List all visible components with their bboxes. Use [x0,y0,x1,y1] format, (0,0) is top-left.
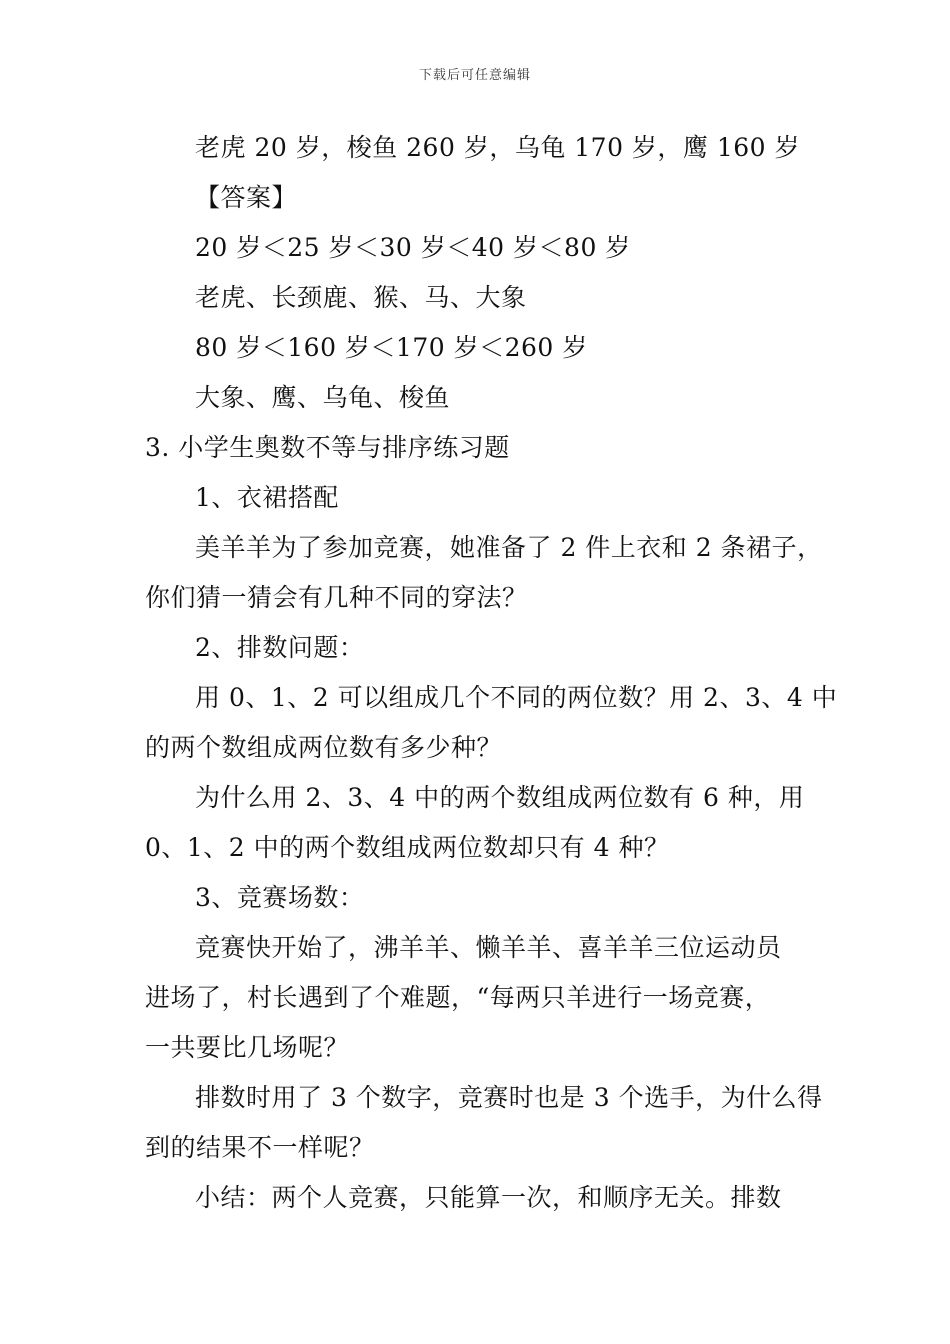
paragraph-why-line-1: 为什么用 2、3、4 中的两个数组成两位数有 6 种，用 [195,783,805,812]
text-line-ages-order-1: 20 岁＜25 岁＜30 岁＜40 岁＜80 岁 [195,233,631,262]
paragraph-compare-line-2: 到的结果不一样呢？ [145,1133,375,1162]
paragraph-why-line-2: 0、1、2 中的两个数组成两位数却只有 4 种？ [145,833,670,862]
answer-heading: 【答案】 [195,183,298,212]
paragraph-outfit-line-2: 你们猜一猜会有几种不同的穿法？ [145,583,528,612]
paragraph-matches-line-3: 一共要比几场呢？ [145,1033,350,1062]
page-header-note: 下载后可任意编辑 [418,68,531,83]
subheading-numbers: 2、排数问题： [195,633,365,662]
paragraph-numbers-line-2: 的两个数组成两位数有多少种？ [145,733,503,762]
paragraph-summary-line-1: 小结：两个人竞赛，只能算一次，和顺序无关。排数 [195,1183,782,1212]
text-line-animals-order-2: 大象、鹰、乌龟、梭鱼 [195,383,451,412]
paragraph-compare-line-1: 排数时用了 3 个数字，竞赛时也是 3 个选手，为什么得 [195,1083,823,1112]
paragraph-matches-line-2: 进场了，村长遇到了个难题，“每两只羊进行一场竞赛， [145,983,771,1012]
paragraph-numbers-line-1: 用 0、1、2 可以组成几个不同的两位数？用 2、3、4 中 [195,683,838,712]
text-line-ages-order-2: 80 岁＜160 岁＜170 岁＜260 岁 [195,333,588,362]
subheading-matches: 3、竞赛场数： [195,883,365,912]
subheading-outfit: 1、衣裙搭配 [195,483,339,512]
section-heading: 3. 小学生奥数不等与排序练习题 [145,433,510,462]
paragraph-matches-line-1: 竞赛快开始了，沸羊羊、懒羊羊、喜羊羊三位运动员 [195,933,782,962]
text-line-animals-order-1: 老虎、长颈鹿、猴、马、大象 [195,283,527,312]
text-line-ages: 老虎 20 岁，梭鱼 260 岁，乌龟 170 岁，鹰 160 岁 [195,133,801,162]
paragraph-outfit-line-1: 美羊羊为了参加竞赛，她准备了 2 件上衣和 2 条裙子， [195,533,823,562]
